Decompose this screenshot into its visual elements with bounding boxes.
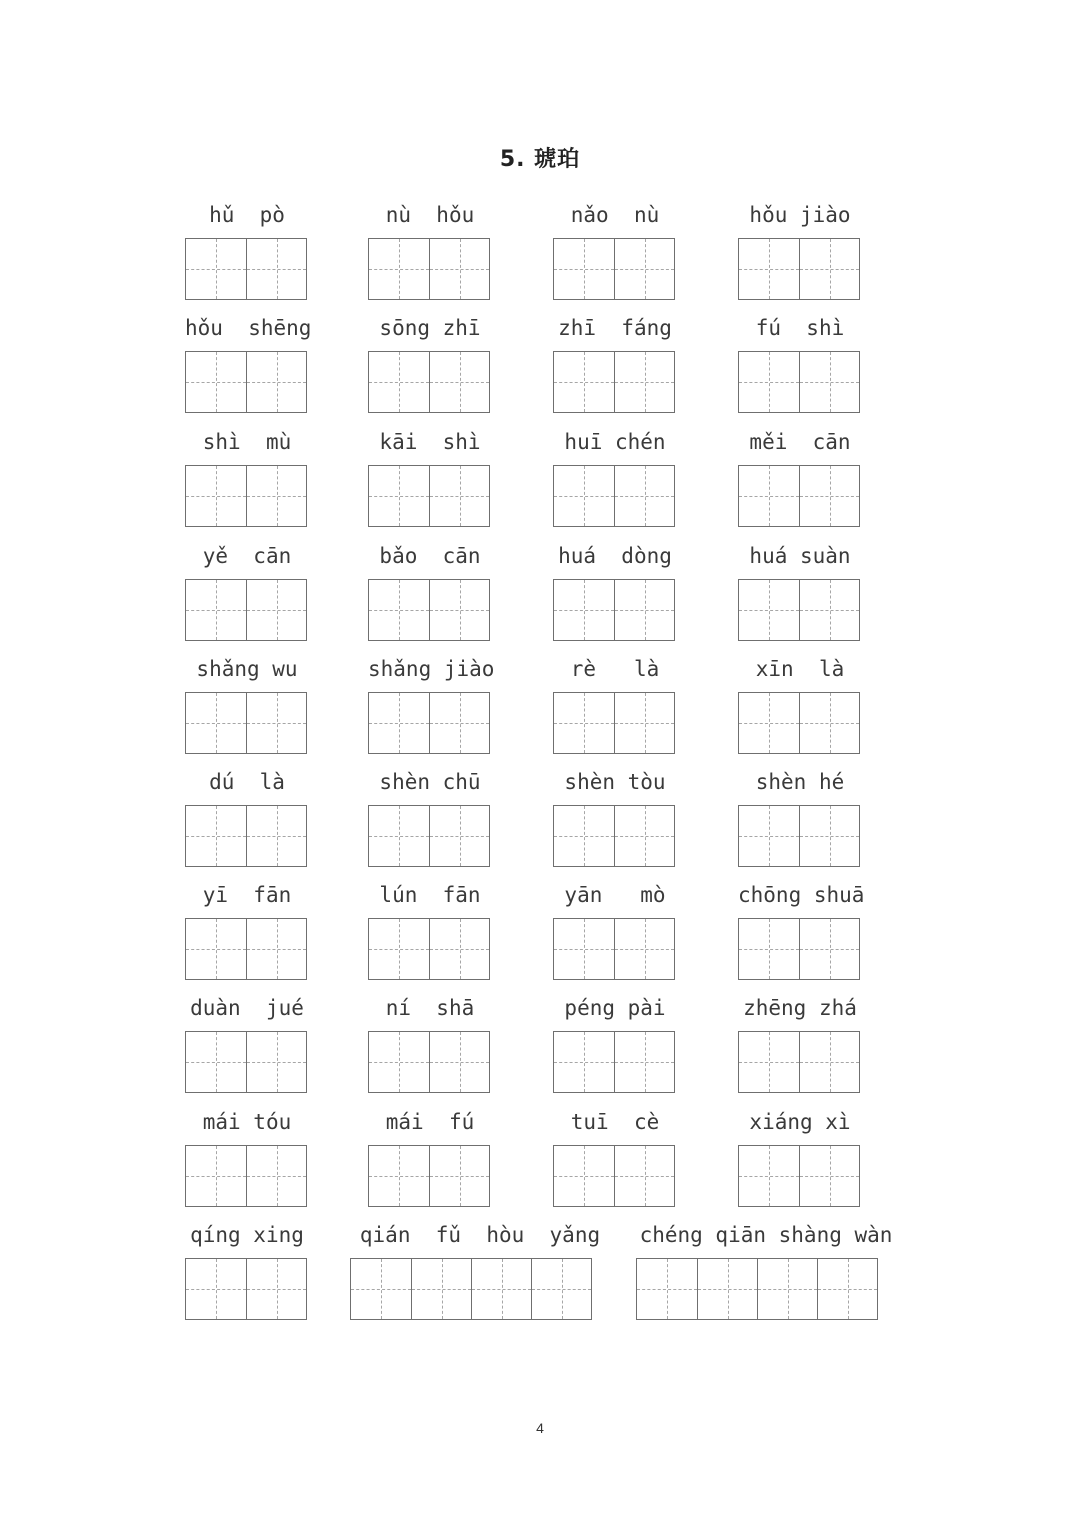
writing-cell[interactable] bbox=[246, 1259, 306, 1319]
tianzige-grid[interactable] bbox=[368, 1145, 490, 1207]
writing-cell[interactable] bbox=[186, 466, 246, 526]
vocab-item bbox=[738, 313, 862, 418]
tianzige-grid[interactable] bbox=[368, 692, 490, 754]
vocab-item bbox=[553, 654, 677, 759]
pinyin-label: chōng shuā bbox=[738, 883, 865, 907]
writing-cell[interactable] bbox=[246, 352, 306, 412]
vocab-item bbox=[368, 200, 492, 305]
writing-cell[interactable] bbox=[799, 1032, 859, 1092]
tianzige-grid[interactable] bbox=[368, 918, 490, 980]
writing-cell[interactable] bbox=[246, 1146, 306, 1206]
tianzige-grid[interactable] bbox=[738, 918, 860, 980]
tianzige-grid[interactable] bbox=[553, 918, 675, 980]
pinyin-label: mái tóu bbox=[202, 1110, 292, 1134]
writing-cell[interactable] bbox=[246, 1032, 306, 1092]
vocab-item bbox=[350, 1220, 600, 1325]
writing-cell[interactable] bbox=[739, 693, 799, 753]
tianzige-grid[interactable] bbox=[185, 805, 307, 867]
vocab-item bbox=[185, 541, 309, 646]
writing-cell[interactable] bbox=[739, 806, 799, 866]
writing-cell[interactable] bbox=[246, 806, 306, 866]
pinyin-label: sōng zhī bbox=[379, 316, 481, 340]
tianzige-grid[interactable] bbox=[738, 351, 860, 413]
writing-cell[interactable] bbox=[614, 919, 674, 979]
writing-cell[interactable] bbox=[739, 352, 799, 412]
writing-cell[interactable] bbox=[799, 239, 859, 299]
pinyin-label: yě cān bbox=[202, 544, 292, 568]
vocab-item bbox=[368, 313, 492, 418]
pinyin-label: měi cān bbox=[749, 430, 851, 454]
tianzige-grid[interactable] bbox=[553, 351, 675, 413]
pinyin-label: zhī fáng bbox=[558, 316, 672, 340]
writing-cell[interactable] bbox=[369, 466, 429, 526]
writing-cell[interactable] bbox=[799, 693, 859, 753]
tianzige-grid[interactable] bbox=[553, 692, 675, 754]
tianzige-grid[interactable] bbox=[738, 1145, 860, 1207]
pinyin-label: yān mò bbox=[564, 883, 666, 907]
writing-cell[interactable] bbox=[186, 1146, 246, 1206]
pinyin-label: xīn là bbox=[755, 657, 845, 681]
vocab-item bbox=[185, 880, 309, 985]
writing-cell[interactable] bbox=[429, 693, 489, 753]
vocab-item bbox=[368, 541, 492, 646]
vocab-item bbox=[185, 1220, 309, 1325]
pinyin-label: hǒu shēng bbox=[185, 316, 312, 340]
writing-cell[interactable] bbox=[554, 919, 614, 979]
pinyin-label: shǎng wu bbox=[196, 657, 298, 681]
writing-cell[interactable] bbox=[614, 466, 674, 526]
vocab-item bbox=[636, 1220, 893, 1325]
vocab-item bbox=[185, 654, 309, 759]
vocab-item bbox=[738, 767, 862, 872]
pinyin-label: qián fǔ hòu yǎng bbox=[359, 1223, 601, 1247]
writing-cell[interactable] bbox=[739, 1032, 799, 1092]
writing-cell[interactable] bbox=[429, 580, 489, 640]
tianzige-grid[interactable] bbox=[553, 579, 675, 641]
vocab-item bbox=[185, 200, 309, 305]
pinyin-label: tuī cè bbox=[570, 1110, 660, 1134]
pinyin-label: huī chén bbox=[564, 430, 666, 454]
pinyin-label: nù hǒu bbox=[385, 203, 475, 227]
writing-cell[interactable] bbox=[186, 1032, 246, 1092]
writing-cell[interactable] bbox=[429, 919, 489, 979]
pinyin-label: dú là bbox=[209, 770, 285, 794]
writing-cell[interactable] bbox=[554, 466, 614, 526]
page-number: 4 bbox=[536, 1420, 544, 1436]
writing-cell[interactable] bbox=[369, 580, 429, 640]
writing-cell[interactable] bbox=[246, 239, 306, 299]
writing-cell[interactable] bbox=[411, 1259, 471, 1319]
tianzige-grid[interactable] bbox=[368, 238, 490, 300]
pinyin-label: shèn chū bbox=[379, 770, 481, 794]
writing-cell[interactable] bbox=[697, 1259, 757, 1319]
pinyin-label: zhēng zhá bbox=[743, 996, 857, 1020]
writing-cell[interactable] bbox=[186, 693, 246, 753]
writing-cell[interactable] bbox=[369, 806, 429, 866]
writing-cell[interactable] bbox=[614, 693, 674, 753]
writing-cell[interactable] bbox=[614, 1146, 674, 1206]
writing-cell[interactable] bbox=[471, 1259, 531, 1319]
writing-cell[interactable] bbox=[554, 1032, 614, 1092]
vocab-item bbox=[738, 200, 862, 305]
tianzige-grid[interactable] bbox=[738, 579, 860, 641]
writing-cell[interactable] bbox=[554, 239, 614, 299]
tianzige-grid[interactable] bbox=[738, 1031, 860, 1093]
tianzige-grid[interactable] bbox=[185, 1031, 307, 1093]
writing-cell[interactable] bbox=[246, 466, 306, 526]
pinyin-label: hǔ pò bbox=[209, 203, 285, 227]
writing-cell[interactable] bbox=[739, 919, 799, 979]
tianzige-grid[interactable] bbox=[368, 1031, 490, 1093]
pinyin-label: kāi shì bbox=[379, 430, 481, 454]
writing-cell[interactable] bbox=[739, 239, 799, 299]
writing-cell[interactable] bbox=[817, 1259, 877, 1319]
writing-cell[interactable] bbox=[186, 919, 246, 979]
pinyin-label: shèn hé bbox=[755, 770, 845, 794]
writing-cell[interactable] bbox=[429, 239, 489, 299]
pinyin-label: shǎng jiào bbox=[368, 657, 495, 681]
writing-cell[interactable] bbox=[369, 1032, 429, 1092]
vocab-item bbox=[553, 767, 677, 872]
vocab-item bbox=[185, 767, 309, 872]
writing-cell[interactable] bbox=[554, 693, 614, 753]
writing-cell[interactable] bbox=[554, 1146, 614, 1206]
writing-cell[interactable] bbox=[757, 1259, 817, 1319]
vocab-item bbox=[185, 993, 309, 1098]
writing-cell[interactable] bbox=[186, 352, 246, 412]
writing-cell[interactable] bbox=[799, 466, 859, 526]
writing-cell[interactable] bbox=[614, 239, 674, 299]
writing-cell[interactable] bbox=[186, 580, 246, 640]
tianzige-grid[interactable] bbox=[185, 351, 307, 413]
tianzige-grid[interactable] bbox=[553, 1031, 675, 1093]
tianzige-grid[interactable] bbox=[185, 579, 307, 641]
vocab-item bbox=[368, 654, 495, 759]
vocab-item bbox=[368, 767, 492, 872]
tianzige-grid[interactable] bbox=[553, 1145, 675, 1207]
writing-cell[interactable] bbox=[246, 919, 306, 979]
writing-cell[interactable] bbox=[369, 352, 429, 412]
tianzige-grid[interactable] bbox=[350, 1258, 592, 1320]
writing-cell[interactable] bbox=[614, 1032, 674, 1092]
tianzige-grid[interactable] bbox=[738, 805, 860, 867]
tianzige-grid[interactable] bbox=[368, 465, 490, 527]
tianzige-grid[interactable] bbox=[185, 465, 307, 527]
tianzige-grid[interactable] bbox=[553, 805, 675, 867]
pinyin-label: ní shā bbox=[385, 996, 475, 1020]
writing-cell[interactable] bbox=[429, 1146, 489, 1206]
tianzige-grid[interactable] bbox=[553, 465, 675, 527]
pinyin-label: mái fú bbox=[385, 1110, 475, 1134]
tianzige-grid[interactable] bbox=[738, 238, 860, 300]
writing-cell[interactable] bbox=[369, 1146, 429, 1206]
pinyin-label: hǒu jiào bbox=[749, 203, 851, 227]
writing-cell[interactable] bbox=[429, 1032, 489, 1092]
tianzige-grid[interactable] bbox=[738, 465, 860, 527]
writing-cell[interactable] bbox=[637, 1259, 697, 1319]
pinyin-label: nǎo nù bbox=[570, 203, 660, 227]
writing-cell[interactable] bbox=[429, 806, 489, 866]
writing-cell[interactable] bbox=[429, 352, 489, 412]
vocab-item bbox=[368, 880, 492, 985]
pinyin-label: shì mù bbox=[202, 430, 292, 454]
writing-cell[interactable] bbox=[614, 806, 674, 866]
tianzige-grid[interactable] bbox=[368, 579, 490, 641]
vocab-item bbox=[553, 200, 677, 305]
vocab-item bbox=[553, 1107, 677, 1212]
vocab-item bbox=[738, 654, 862, 759]
pinyin-label: lún fān bbox=[379, 883, 481, 907]
pinyin-label: fú shì bbox=[755, 316, 845, 340]
writing-cell[interactable] bbox=[531, 1259, 591, 1319]
writing-cell[interactable] bbox=[799, 806, 859, 866]
tianzige-grid[interactable] bbox=[553, 238, 675, 300]
tianzige-grid[interactable] bbox=[738, 692, 860, 754]
tianzige-grid[interactable] bbox=[368, 805, 490, 867]
vocab-item bbox=[738, 427, 862, 532]
vocab-item bbox=[185, 427, 309, 532]
vocab-item bbox=[553, 541, 677, 646]
pinyin-label: huá suàn bbox=[749, 544, 851, 568]
pinyin-label: xiáng xì bbox=[749, 1110, 851, 1134]
writing-cell[interactable] bbox=[554, 352, 614, 412]
writing-cell[interactable] bbox=[369, 919, 429, 979]
writing-cell[interactable] bbox=[186, 806, 246, 866]
vocab-item bbox=[185, 313, 312, 418]
vocab-item bbox=[553, 880, 677, 985]
tianzige-grid[interactable] bbox=[185, 692, 307, 754]
writing-cell[interactable] bbox=[739, 580, 799, 640]
pinyin-label: bǎo cān bbox=[379, 544, 481, 568]
tianzige-grid[interactable] bbox=[185, 1145, 307, 1207]
vocab-item bbox=[368, 993, 492, 1098]
pinyin-label: huá dòng bbox=[558, 544, 672, 568]
tianzige-grid[interactable] bbox=[185, 1258, 307, 1320]
vocab-item bbox=[738, 541, 862, 646]
vocab-item bbox=[553, 993, 677, 1098]
vocab-item bbox=[553, 427, 677, 532]
pinyin-label: rè là bbox=[570, 657, 660, 681]
writing-cell[interactable] bbox=[246, 693, 306, 753]
writing-cell[interactable] bbox=[739, 466, 799, 526]
writing-cell[interactable] bbox=[554, 580, 614, 640]
pinyin-label: yī fān bbox=[202, 883, 292, 907]
pinyin-label: shèn tòu bbox=[564, 770, 666, 794]
writing-cell[interactable] bbox=[429, 466, 489, 526]
writing-cell[interactable] bbox=[554, 806, 614, 866]
writing-cell[interactable] bbox=[739, 1146, 799, 1206]
tianzige-grid[interactable] bbox=[185, 238, 307, 300]
writing-cell[interactable] bbox=[799, 1146, 859, 1206]
writing-cell[interactable] bbox=[799, 352, 859, 412]
writing-cell[interactable] bbox=[799, 580, 859, 640]
pinyin-label: duàn jué bbox=[190, 996, 304, 1020]
writing-cell[interactable] bbox=[246, 580, 306, 640]
vocab-item bbox=[738, 1107, 862, 1212]
writing-cell[interactable] bbox=[186, 1259, 246, 1319]
tianzige-grid[interactable] bbox=[185, 918, 307, 980]
vocab-item bbox=[368, 1107, 492, 1212]
writing-cell[interactable] bbox=[369, 693, 429, 753]
vocab-item bbox=[185, 1107, 309, 1212]
writing-cell[interactable] bbox=[186, 239, 246, 299]
vocab-item bbox=[738, 880, 865, 985]
vocab-item bbox=[553, 313, 677, 418]
writing-cell[interactable] bbox=[351, 1259, 411, 1319]
pinyin-label: qíng xing bbox=[190, 1223, 304, 1247]
page-title: 5. 琥珀 bbox=[499, 147, 581, 172]
writing-cell[interactable] bbox=[799, 919, 859, 979]
tianzige-grid[interactable] bbox=[636, 1258, 878, 1320]
writing-cell[interactable] bbox=[614, 580, 674, 640]
pinyin-label: péng pài bbox=[564, 996, 666, 1020]
vocab-item bbox=[738, 993, 862, 1098]
writing-cell[interactable] bbox=[369, 239, 429, 299]
writing-cell[interactable] bbox=[614, 352, 674, 412]
tianzige-grid[interactable] bbox=[368, 351, 490, 413]
pinyin-label: chéng qiān shàng wàn bbox=[639, 1223, 893, 1247]
vocab-item bbox=[368, 427, 492, 532]
